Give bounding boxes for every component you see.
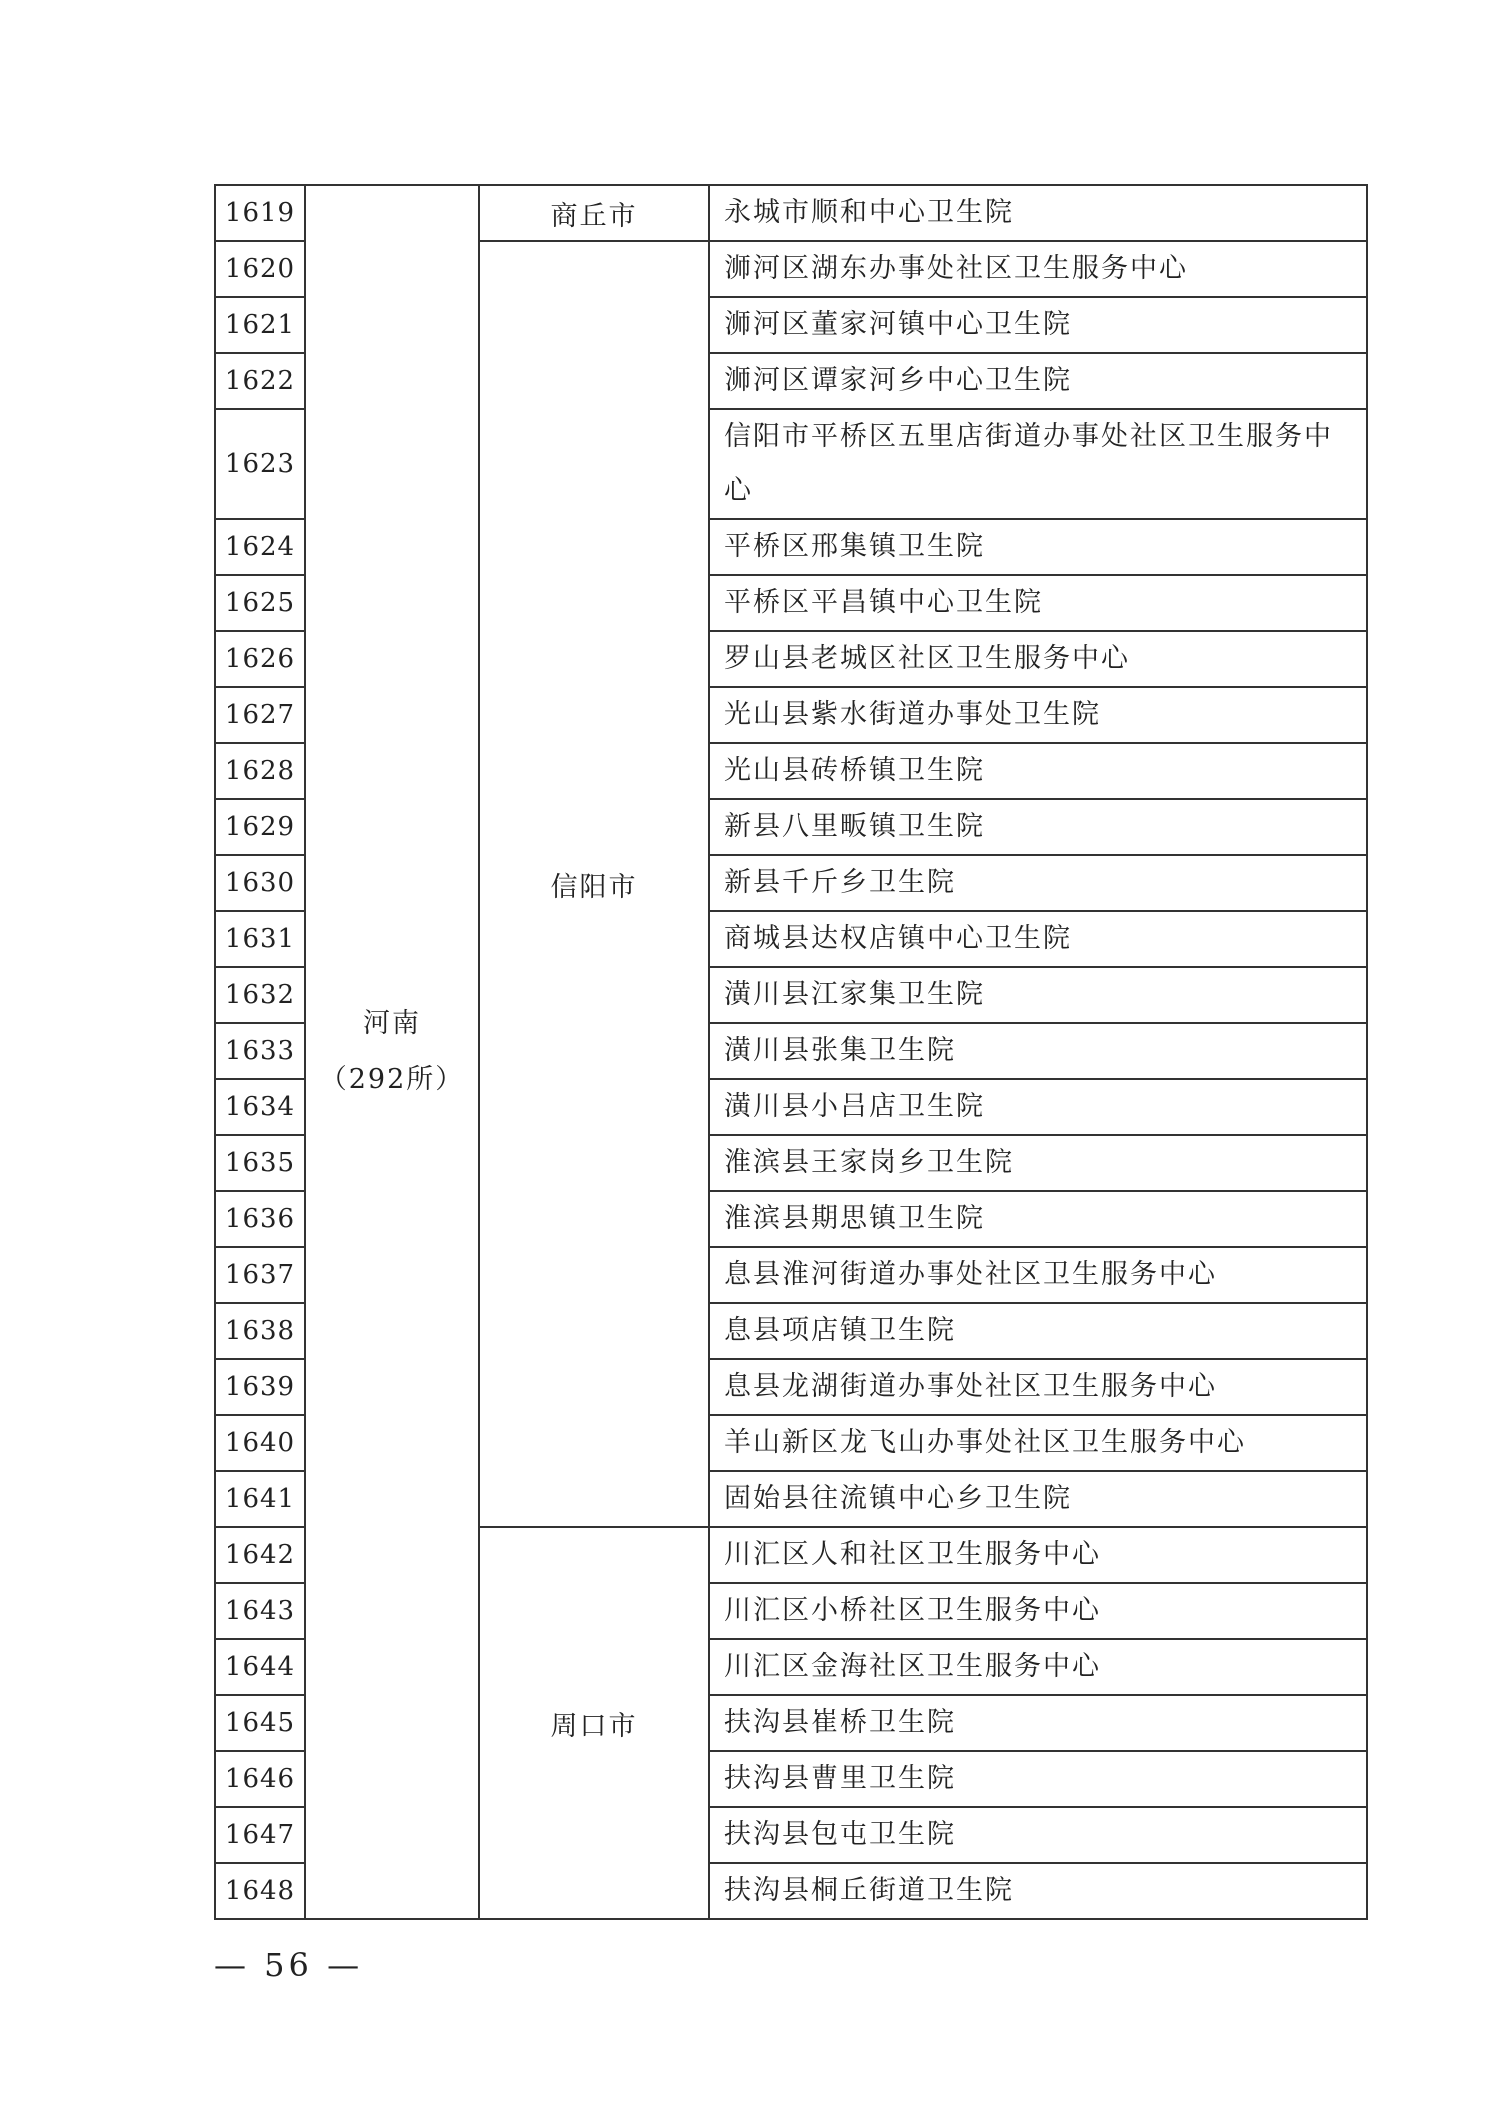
row-number: 1622 bbox=[215, 353, 305, 409]
institution-name: 永城市顺和中心卫生院 bbox=[709, 185, 1367, 241]
institution-name: 浉河区谭家河乡中心卫生院 bbox=[709, 353, 1367, 409]
page-number: — 56 — bbox=[214, 1946, 364, 1984]
institution-name: 罗山县老城区社区卫生服务中心 bbox=[709, 631, 1367, 687]
institution-table-body bbox=[215, 185, 1367, 1919]
row-number: 1626 bbox=[215, 631, 305, 687]
row-number: 1627 bbox=[215, 687, 305, 743]
province-name: 河南 bbox=[363, 1008, 421, 1039]
row-number: 1645 bbox=[215, 1695, 305, 1751]
row-number: 1639 bbox=[215, 1359, 305, 1415]
institution-name: 新县八里畈镇卫生院 bbox=[709, 799, 1367, 855]
city-cell: 周口市 bbox=[479, 1527, 709, 1919]
institution-name: 息县项店镇卫生院 bbox=[709, 1303, 1367, 1359]
row-number: 1648 bbox=[215, 1863, 305, 1919]
institution-name: 淮滨县王家岗乡卫生院 bbox=[709, 1135, 1367, 1191]
institution-name: 信阳市平桥区五里店街道办事处社区卫生服务中心 bbox=[709, 409, 1367, 519]
row-number: 1634 bbox=[215, 1079, 305, 1135]
institution-name: 浉河区湖东办事处社区卫生服务中心 bbox=[709, 241, 1367, 297]
institution-name: 光山县紫水街道办事处卫生院 bbox=[709, 687, 1367, 743]
row-number: 1635 bbox=[215, 1135, 305, 1191]
row-number: 1646 bbox=[215, 1751, 305, 1807]
row-number: 1625 bbox=[215, 575, 305, 631]
institution-name: 川汇区小桥社区卫生服务中心 bbox=[709, 1583, 1367, 1639]
institution-name: 潢川县小吕店卫生院 bbox=[709, 1079, 1367, 1135]
row-number: 1637 bbox=[215, 1247, 305, 1303]
row-number: 1621 bbox=[215, 297, 305, 353]
row-number: 1628 bbox=[215, 743, 305, 799]
institution-table-wrapper bbox=[214, 184, 1366, 1920]
institution-table bbox=[214, 184, 1368, 1920]
row-number: 1629 bbox=[215, 799, 305, 855]
row-number: 1619 bbox=[215, 185, 305, 241]
table-row bbox=[215, 185, 1367, 241]
institution-name: 扶沟县桐丘街道卫生院 bbox=[709, 1863, 1367, 1919]
province-count: （292所） bbox=[319, 1064, 465, 1095]
row-number: 1640 bbox=[215, 1415, 305, 1471]
row-number: 1642 bbox=[215, 1527, 305, 1583]
institution-name: 浉河区董家河镇中心卫生院 bbox=[709, 297, 1367, 353]
institution-name: 潢川县江家集卫生院 bbox=[709, 967, 1367, 1023]
row-number: 1630 bbox=[215, 855, 305, 911]
row-number: 1633 bbox=[215, 1023, 305, 1079]
row-number: 1623 bbox=[215, 409, 305, 519]
city-cell: 信阳市 bbox=[479, 241, 709, 1527]
institution-name: 商城县达权店镇中心卫生院 bbox=[709, 911, 1367, 967]
row-number: 1636 bbox=[215, 1191, 305, 1247]
row-number: 1631 bbox=[215, 911, 305, 967]
institution-name: 扶沟县曹里卫生院 bbox=[709, 1751, 1367, 1807]
row-number: 1641 bbox=[215, 1471, 305, 1527]
institution-name: 川汇区金海社区卫生服务中心 bbox=[709, 1639, 1367, 1695]
row-number: 1644 bbox=[215, 1639, 305, 1695]
city-cell: 商丘市 bbox=[479, 185, 709, 241]
institution-name: 扶沟县崔桥卫生院 bbox=[709, 1695, 1367, 1751]
row-number: 1638 bbox=[215, 1303, 305, 1359]
institution-name: 羊山新区龙飞山办事处社区卫生服务中心 bbox=[709, 1415, 1367, 1471]
institution-name: 息县淮河街道办事处社区卫生服务中心 bbox=[709, 1247, 1367, 1303]
institution-name: 扶沟县包屯卫生院 bbox=[709, 1807, 1367, 1863]
institution-name: 川汇区人和社区卫生服务中心 bbox=[709, 1527, 1367, 1583]
row-number: 1643 bbox=[215, 1583, 305, 1639]
row-number: 1620 bbox=[215, 241, 305, 297]
institution-name: 新县千斤乡卫生院 bbox=[709, 855, 1367, 911]
row-number: 1632 bbox=[215, 967, 305, 1023]
institution-name: 淮滨县期思镇卫生院 bbox=[709, 1191, 1367, 1247]
institution-name: 平桥区邢集镇卫生院 bbox=[709, 519, 1367, 575]
institution-name: 平桥区平昌镇中心卫生院 bbox=[709, 575, 1367, 631]
province-cell bbox=[305, 185, 479, 1919]
institution-name: 固始县往流镇中心乡卫生院 bbox=[709, 1471, 1367, 1527]
institution-name: 潢川县张集卫生院 bbox=[709, 1023, 1367, 1079]
row-number: 1624 bbox=[215, 519, 305, 575]
institution-name: 光山县砖桥镇卫生院 bbox=[709, 743, 1367, 799]
row-number: 1647 bbox=[215, 1807, 305, 1863]
institution-name: 息县龙湖街道办事处社区卫生服务中心 bbox=[709, 1359, 1367, 1415]
